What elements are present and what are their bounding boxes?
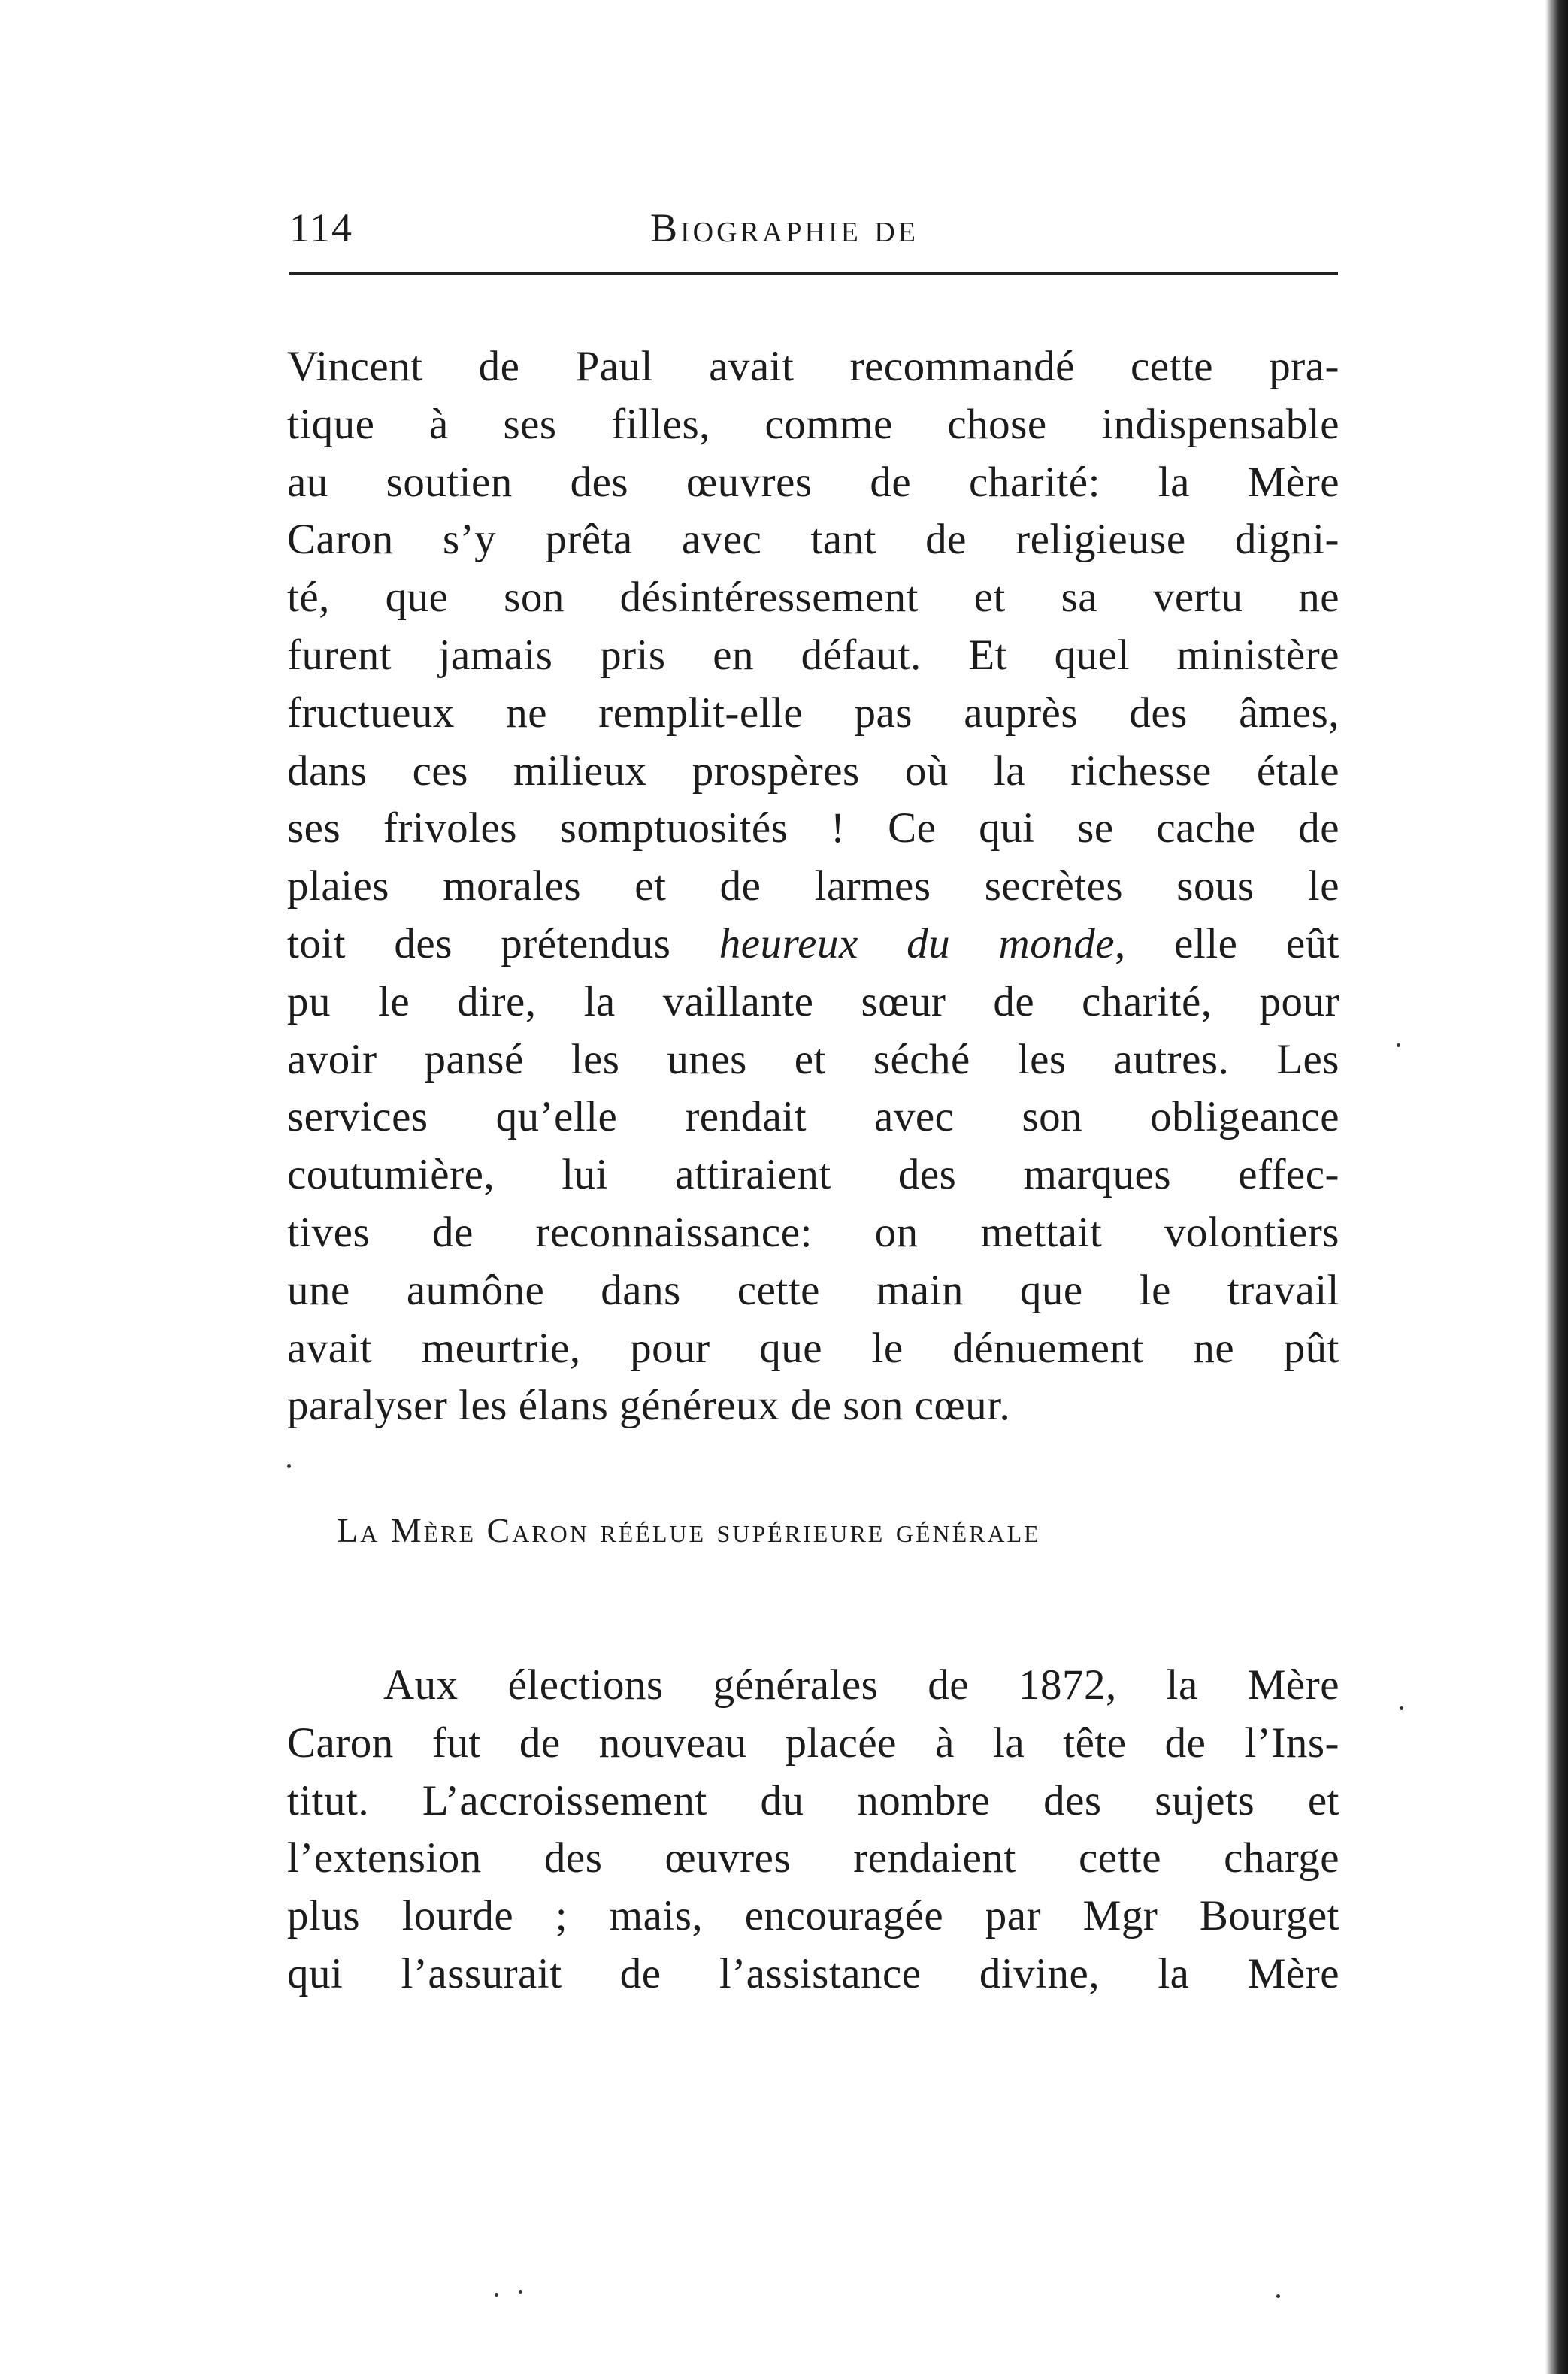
text-line-mixed (287, 916, 1339, 974)
text-line: l’extension des œuvres rendaient cette charge (287, 1834, 1339, 1882)
text-line: pu le dire, la vaillante sœur de charité, pour (287, 977, 1339, 1025)
text-line: titut. L’accroissement du nombre des sujets et (287, 1776, 1339, 1824)
text-line: té, que son désintéressement et sa vertu ne (287, 574, 1339, 622)
header-rule (289, 272, 1338, 275)
text-line-tail: , elle eût (1115, 919, 1339, 967)
paragraph-2 (287, 1657, 1339, 2003)
text-line: Vincent de Paul avait recommandé cette pra- (287, 343, 1339, 390)
text-line: tives de reconnaissance: on mettait volontiers (287, 1208, 1339, 1256)
section-heading: La Mère Caron réélue supérieure générale (337, 1511, 1041, 1549)
text-line: qui l’assurait de l’assistance divine, la Mère (287, 1949, 1339, 1997)
text-line: au soutien des œuvres de charité: la Mère (287, 458, 1339, 506)
scan-speck (519, 2290, 522, 2294)
text-line: dans ces milieux prospères où la richesse étale (287, 746, 1339, 795)
text-line: coutumière, lui attiraient des marques effec- (287, 1151, 1339, 1199)
scan-edge (1545, 0, 1568, 2374)
paragraph-1 (287, 338, 1339, 1435)
text-line: plus lourde ; mais, encouragée par Mgr Bourget (287, 1892, 1339, 1940)
running-head-title: Biographie de (650, 205, 919, 250)
text-line: avoir pansé les unes et séché les autres. Les (287, 1035, 1339, 1083)
scan-speck (1400, 1706, 1403, 1710)
text-line: services qu’elle rendait avec son obligeance (287, 1093, 1339, 1141)
text-line: furent jamais pris en défaut. Et quel ministère (287, 631, 1339, 679)
scan-speck (1276, 2294, 1280, 2298)
scan-speck (495, 2293, 498, 2297)
text-line: Aux élections générales de 1872, la Mère (383, 1661, 1339, 1709)
text-line: avait meurtrie, pour que le dénuement ne pût (287, 1324, 1339, 1372)
scan-speck (287, 1464, 291, 1468)
text-line: tique à ses filles, comme chose indispensable (287, 400, 1339, 448)
page-number: 114 (289, 205, 353, 250)
running-head (289, 201, 1336, 254)
text-line: Caron s’y prêta avec tant de religieuse digni- (287, 516, 1339, 564)
text-line: une aumône dans cette main que le travail (287, 1266, 1339, 1314)
text-line: fructueux ne remplit-elle pas auprès des âmes, (287, 689, 1339, 737)
text-line-head: toit des prétendus (287, 919, 671, 967)
italic-phrase: heureux du monde (719, 919, 1115, 967)
text-line: paralyser les élans généreux de son cœur. (287, 1382, 1011, 1430)
text-line: ses frivoles somptuosités ! Ce qui se cache de (287, 804, 1339, 852)
text-line: plaies morales et de larmes secrètes sous le (287, 862, 1339, 910)
scan-speck (1397, 1043, 1400, 1047)
text-line: Caron fut de nouveau placée à la tête de l’Ins- (287, 1718, 1339, 1767)
